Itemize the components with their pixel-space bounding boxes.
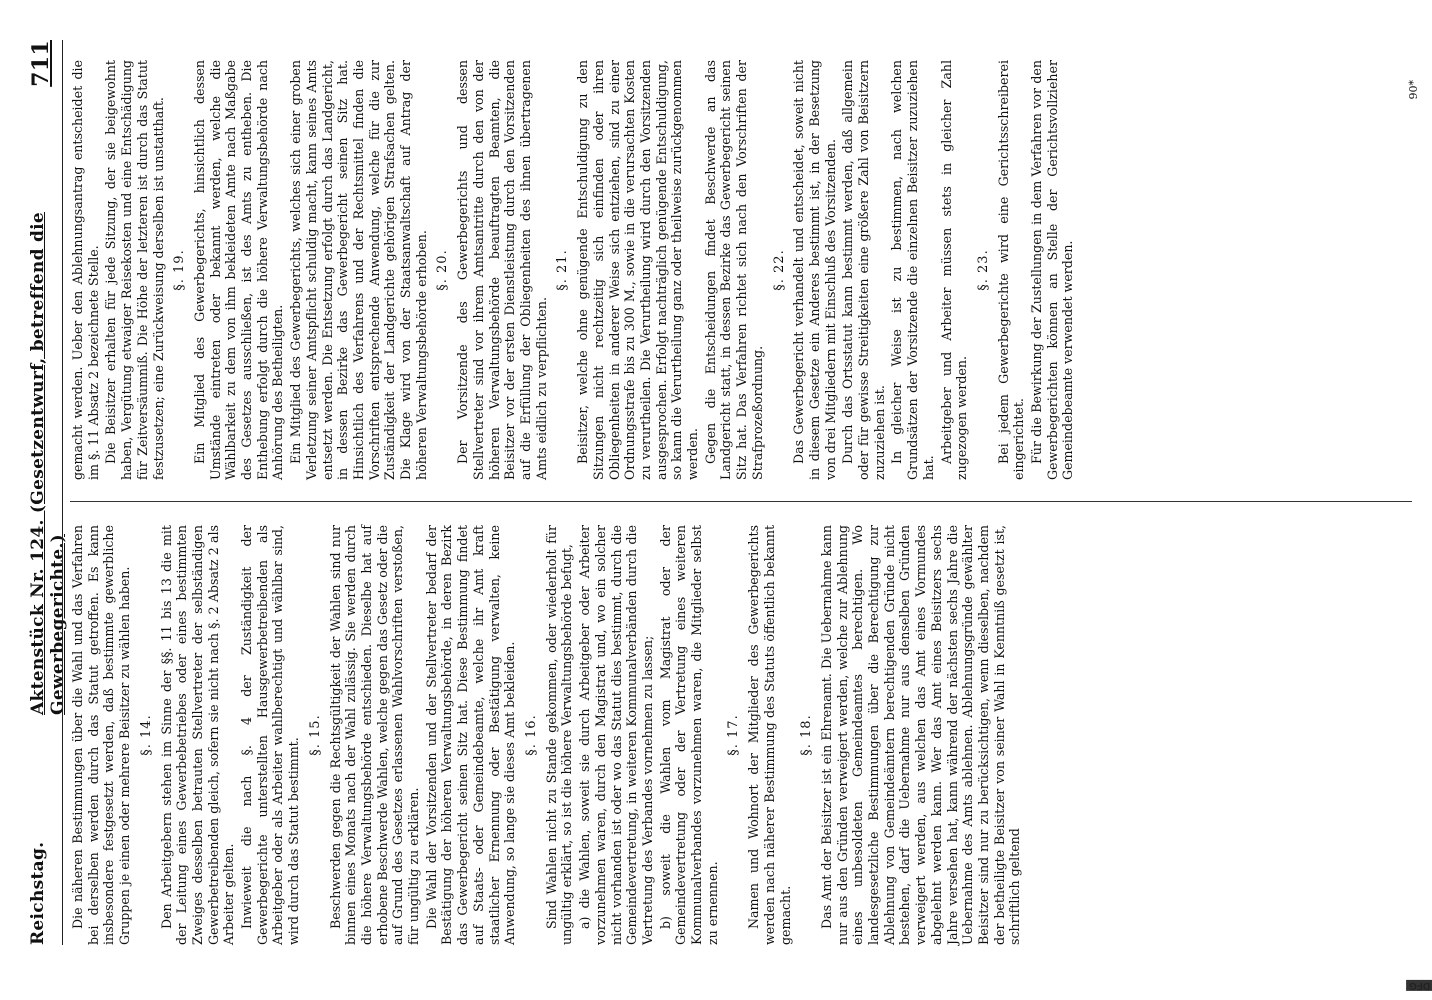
section-heading: §. 22.	[771, 249, 787, 291]
paragraph: Beisitzer, welche ohne genügende Entschuldigung zu den Sitzungen nicht rechtzeitig sich einfinden oder ihren Obliegenheiten in anderer Weise sich entziehen, sind zu einer Ordnungsstrafe bis zu 300 M., sowie in die verursachten Kosten zu verurtheilen. Die Verurtheilung wird durch den Vorsitzenden ausgesprochen. Erfolgt nachträglich genügende Entschuldigung, so kann die Verurtheilung ganz oder theilweise zurückgenommen werden.	[575, 60, 701, 480]
paragraph: Gegen die Entscheidungen findet Beschwerde an das Landgericht statt, in dessen Bezirke das Gewerbegericht seinen Sitz hat. Das Verfahren richtet sich nach den Vorschriften der Strafprozeßordnung.	[702, 60, 765, 480]
digitization-credit	[1404, 0, 1431, 1000]
paragraph: Die Beisitzer erhalten für jede Sitzung, der sie beigewohnt haben, Vergütung etwaiger Reisekosten und eine Entschädigung für Zeitversäumniß. Die Höhe der letzteren ist durch das Statut festzusetzen; eine Zurückweisung derselben ist unstatthaft.	[103, 60, 166, 480]
paragraph: Bei jedem Gewerbegerichte wird eine Gerichtsschreiberei eingerichtet.	[995, 60, 1027, 480]
paragraph: Die näheren Bestimmungen über die Wahl und das Verfahren bei derselben werden durch das Statut getroffen. Es kann insbesondere festgesetzt werden, daß bestimmte gewerbliche Gruppen je einen oder mehrere Beisitzer zu wählen haben.	[70, 525, 133, 945]
paragraph: Sind Wahlen nicht zu Stande gekommen, oder wiederholt für ungültig erklärt, so ist die höhere Verwaltungsbehörde befugt,	[543, 525, 575, 945]
paragraph: Der Vorsitzende des Gewerbegerichts und dessen Stellvertreter sind vor ihrem Amtsantritte durch den von der höheren Verwaltungsbehörde beauftragten Beamten, die Beisitzer vor der ersten Dienstleistung durch den Vorsitzenden auf die Erfüllung der Obliegenheiten des ihnen übertragenen Amts eidlich zu verpflichten.	[455, 60, 549, 480]
paragraph: Für die Bewirkung der Zustellungen in dem Verfahren vor den Gewerbegerichten können an Stelle der Gerichtsvollzieher Gemeindebeamte verwendet werden.	[1029, 60, 1076, 480]
paragraph: Durch das Ortsstatut kann bestimmt werden, daß allgemein oder für gewisse Streitigkeiten eine größere Zahl von Beisitzern zuzuziehen ist.	[840, 60, 887, 480]
section-heading: §. 19.	[172, 249, 188, 291]
section-heading: §. 20.	[435, 249, 451, 291]
paragraph: In gleicher Weise ist zu bestimmen, nach welchen Grundsätzen der Vorsitzende die einzelnen Beisitzer zuzuziehen hat.	[889, 60, 936, 480]
header-rule	[62, 40, 63, 945]
section-heading: §. 17.	[726, 714, 742, 756]
paragraph: Die Wahl der Vorsitzenden und der Stellvertreter bedarf der Bestätigung der höheren Verwaltungsbehörde, in deren Bezirk das Gewerbegericht seinen Sitz hat. Diese Bestimmung findet auf Staats- oder Gemeindebeamte, welche ihr Amt kraft staatlicher Ernennung oder Bestätigung verwalten, keine Anwendung, so lange sie dieses Amt bekleiden.	[423, 525, 518, 945]
header-title: Aktenstück Nr. 124. (Gesetzentwurf, betreffend die Gewerbegerichte.)	[28, 211, 68, 715]
section-heading: §. 15.	[307, 714, 323, 756]
section-heading: §. 23.	[975, 249, 991, 291]
paragraph: Ein Mitglied des Gewerbegerichts, welches sich einer groben Verletzung seiner Amtspflicht schuldig macht, kann seines Amts entsetzt werden. Die Entsetzung erfolgt durch das Landgericht, in dessen Bezirke das Gewerbegericht seinen Sitz hat. Hinsichtlich des Verfahrens und der Rechtsmittel finden die Vorschriften entsprechende Anwendung, welche für die zur Zuständigkeit der Landgerichte gehörigen Strafsachen gelten. Die Klage wird von der Staatsanwaltschaft auf Antrag der höheren Verwaltungsbehörde erhoben.	[288, 60, 429, 480]
paragraph: Den Arbeitgebern stehen im Sinne der §§. 11 bis 13 die mit der Leitung eines Gewerbebetriebes oder eines bestimmten Zweiges desselben betrauten Stellvertreter der selbständigen Gewerbetreibenden gleich, sofern sie nicht nach §. 2 Absatz 2 als Arbeiter gelten.	[158, 525, 237, 945]
column-right	[70, 60, 1078, 480]
list-item: a) die Wahlen, soweit sie durch Arbeitgeber oder Arbeiter vorzunehmen waren, durch den Magistrat und, wo ein solcher nicht vorhanden ist oder wo das Statut dies bestimmt, durch die Gemeindevertretung, in weiteren Kommunalverbänden durch die Vertretung des Verbandes vornehmen zu lassen;	[577, 525, 655, 945]
page-number: 711	[28, 40, 54, 87]
paragraph: Das Gewerbegericht verhandelt und entscheidet, soweit nicht in diesem Gesetze ein Anderes bestimmt ist, in der Besetzung von drei Mitgliedern mit Einschluß des Vorsitzenden.	[791, 60, 838, 480]
paragraph: Arbeitgeber und Arbeiter müssen stets in gleicher Zahl zugezogen werden.	[938, 60, 970, 480]
section-heading: §. 16.	[523, 714, 539, 756]
page-header	[28, 40, 68, 945]
paragraph: gemacht werden. Ueber den Ablehnungsantrag entscheidet die im §. 11 Absatz 2 bezeichnete Stelle.	[70, 60, 101, 480]
column-left	[70, 525, 1025, 945]
dfg-logo-badge: DFG	[1406, 980, 1432, 991]
paragraph: Inwieweit die nach §. 4 der Zuständigkeit der Gewerbegerichte unterstellten Hausgewerbetreibenden als Arbeitgeber oder als Arbeiter wahlberechtigt und wählbar sind, wird durch das Statut bestimmt.	[239, 525, 302, 945]
signature-mark: 90*	[1407, 80, 1420, 100]
section-heading: §. 21.	[555, 249, 571, 291]
paragraph: Beschwerden gegen die Rechtsgültigkeit der Wahlen sind nur binnen eines Monats nach der Wahl zulässig. Sie werden durch die höhere Verwaltungsbehörde entschieden. Dieselbe hat auf erhobene Beschwerde Wahlen, welche gegen das Gesetz oder die auf Grund des Gesetzes erlassenen Wahlvorschriften verstoßen, für ungültig zu erklären.	[327, 525, 422, 945]
paragraph: Ein Mitglied des Gewerbegerichts, hinsichtlich dessen Umstände eintreten oder bekannt werden, welche die Wählbarkeit zu dem von ihm bekleideten Amte nach Maßgabe des Gesetzes ausschließen, ist des Amts zu entheben. Die Enthebung erfolgt durch die höhere Verwaltungsbehörde nach Anhörung des Betheiligten.	[191, 60, 286, 480]
paragraph: Das Amt der Beisitzer ist ein Ehrenamt. Die Uebernahme kann nur aus den Gründen verweigert werden, welche zur Ablehnung eines unbesoldeten Gemeindeamtes berechtigen. Wo landesgesetzliche Bestimmungen über die Berechtigung zur Ablehnung von Gemeindeämtern berechtigenden Gründe nicht bestehen, darf die Uebernahme nur aus denselben Gründen verweigert werden, aus welchen das Amt eines Vormundes abgelehnt werden kann. Wer das Amt eines Beisitzers sechs Jahre versehen hat, kann während der nächsten sechs Jahre die Uebernahme des Amts ablehnen. Ablehnungsgründe gewählter Beisitzer sind nur zu berücksichtigen, wenn dieselben, nachdem der betheiligte Beisitzer von seiner Wahl in Kenntniß gesetzt ist, schriftlich geltend	[818, 525, 1023, 945]
section-heading: §. 18.	[799, 714, 815, 756]
paragraph: Namen und Wohnort der Mitglieder des Gewerbegerichts werden nach näherer Bestimmung des Statuts öffentlich bekannt gemacht.	[746, 525, 793, 945]
header-left: Reichstag.	[28, 841, 48, 945]
column-divider	[70, 501, 1412, 502]
list-item: b) soweit die Wahlen vom Magistrat oder der Gemeindevertretung oder der Vertretung eines weiteren Kommunalverbandes vorzunehmen waren, die Mitglieder selbst zu ernennen.	[657, 525, 720, 945]
section-heading: §. 14.	[138, 714, 154, 756]
